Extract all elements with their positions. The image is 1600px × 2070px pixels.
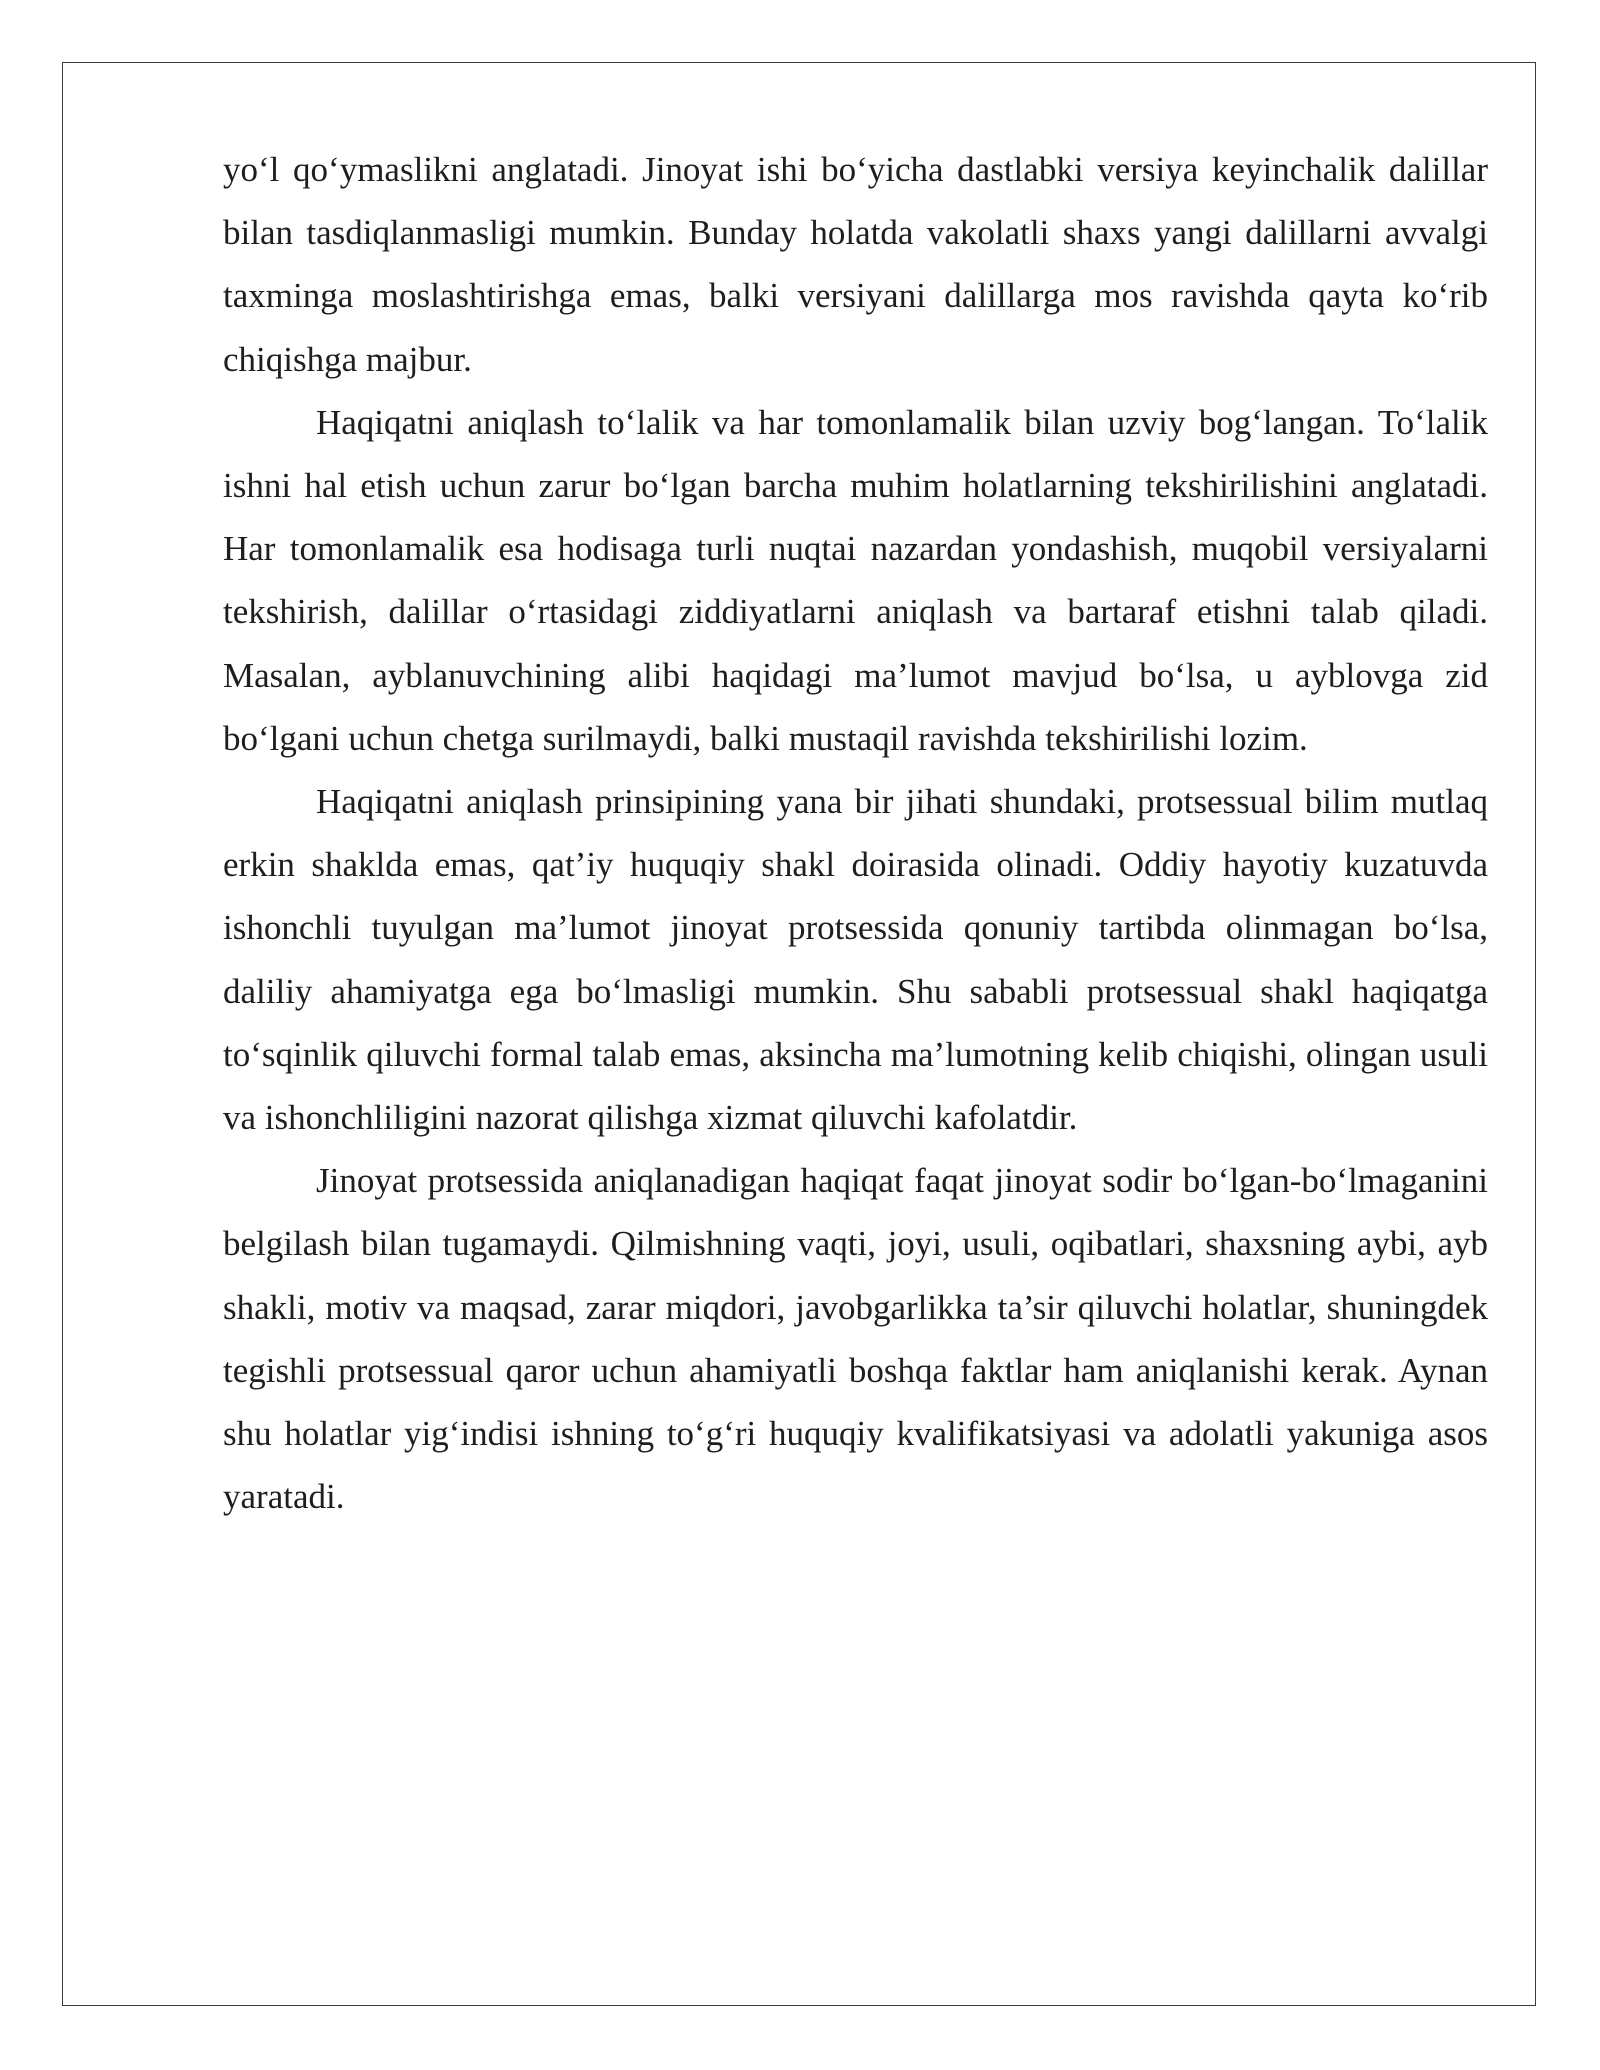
document-body [223, 138, 1488, 1528]
paragraph-4: Jinoyat protsessida aniqlanadigan haqiqat faqat jinoyat sodir bo‘lgan-bo‘lmaganini belgilash bilan tugamaydi. Qilmishning vaqti, joyi, usuli, oqibatlari, shaxsning aybi, ayb shakli, motiv va maqsad, zarar miqdori, javobgarlikka ta’sir qiluvchi holatlar, shuningdek tegishli protsessual qaror uchun ahamiyatli boshqa faktlar ham aniqlanishi kerak. Aynan shu holatlar yig‘indisi ishning to‘g‘ri huquqiy kvalifikatsiyasi va adolatli yakuniga asos yaratadi. [223, 1161, 1488, 1517]
paragraph-1: yo‘l qo‘ymaslikni anglatadi. Jinoyat ishi bo‘yicha dastlabki versiya keyinchalik dalillar bilan tasdiqlanmasligi mumkin. Bunday holatda vakolatli shaxs yangi dalillarni avvalgi taxminga moslashtirishga emas, balki versiyani dalillarga mos ravishda qayta ko‘rib chiqishga majbur. [223, 150, 1488, 379]
paragraph-2: Haqiqatni aniqlash to‘lalik va har tomonlamalik bilan uzviy bog‘langan. To‘lalik ishni hal etish uchun zarur bo‘lgan barcha muhim holatlarning tekshirilishini anglatadi. Har tomonlamalik esa hodisaga turli nuqtai nazardan yondashish, muqobil versiyalarni tekshirish, dalillar o‘rtasidagi ziddiyatlarni aniqlash va bartaraf etishni talab qiladi. Masalan, ayblanuvchining alibi haqidagi ma’lumot mavjud bo‘lsa, u ayblovga zid bo‘lgani uchun chetga surilmaydi, balki mustaqil ravishda tekshirilishi lozim. [223, 402, 1488, 758]
paragraph-3: Haqiqatni aniqlash prinsipining yana bir jihati shundaki, protsessual bilim mutlaq erkin shaklda emas, qat’iy huquqiy shakl doirasida olinadi. Oddiy hayotiy kuzatuvda ishonchli tuyulgan ma’lumot jinoyat protsessida qonuniy tartibda olinmagan bo‘lsa, daliliy ahamiyatga ega bo‘lmasligi mumkin. Shu sababli protsessual shakl haqiqatga to‘sqinlik qiluvchi formal talab emas, aksincha ma’lumotning kelib chiqishi, olingan usuli va ishonchliligini nazorat qilishga xizmat qiluvchi kafolatdir. [223, 782, 1488, 1138]
